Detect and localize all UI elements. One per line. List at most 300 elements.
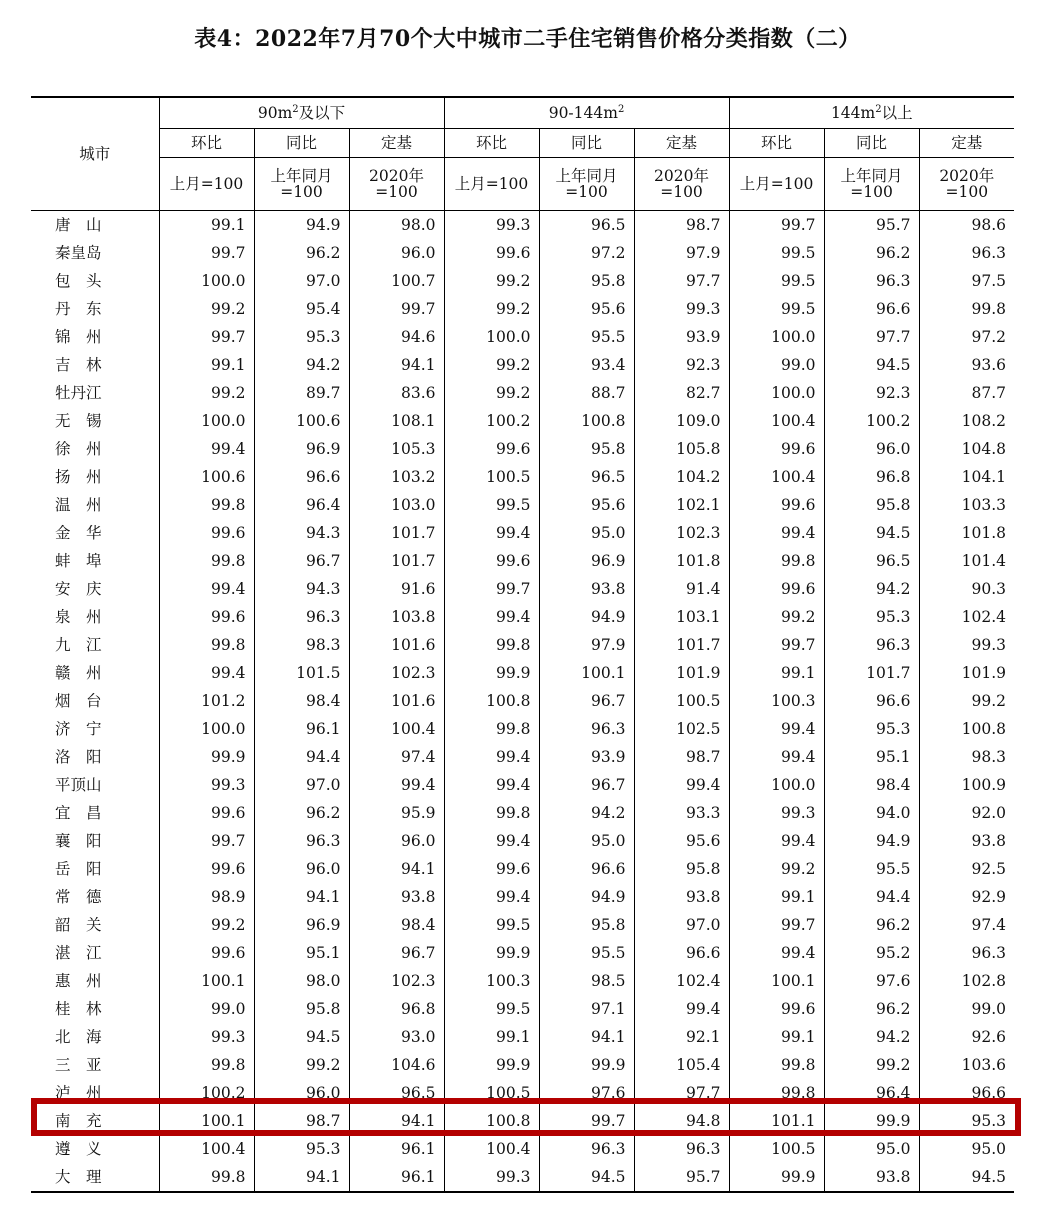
city-name-cell: 泸 州 bbox=[31, 1079, 159, 1107]
sub-header-cell: 定基 bbox=[919, 129, 1014, 158]
index-value-cell: 99.4 bbox=[634, 771, 729, 799]
index-value-cell: 99.9 bbox=[729, 1163, 824, 1192]
index-value-cell: 96.5 bbox=[824, 547, 919, 575]
index-value-cell: 94.9 bbox=[824, 827, 919, 855]
index-value-cell: 99.0 bbox=[159, 995, 254, 1023]
index-value-cell: 102.3 bbox=[634, 519, 729, 547]
index-value-cell: 99.4 bbox=[729, 939, 824, 967]
index-value-cell: 99.2 bbox=[444, 267, 539, 295]
index-value-cell: 95.6 bbox=[539, 295, 634, 323]
index-value-cell: 82.7 bbox=[634, 379, 729, 407]
index-value-cell: 101.9 bbox=[961, 664, 1007, 682]
index-value-cell: 99.3 bbox=[444, 211, 539, 240]
table-row bbox=[31, 911, 1014, 939]
index-value-cell: 100.4 bbox=[729, 407, 824, 435]
index-value-cell: 96.2 bbox=[254, 799, 349, 827]
index-value-cell: 99.9 bbox=[159, 743, 254, 771]
index-value-cell: 100.8 bbox=[961, 720, 1007, 738]
index-value-cell: 96.5 bbox=[539, 463, 634, 491]
index-value-cell: 95.8 bbox=[539, 435, 634, 463]
city-name-cell: 岳 阳 bbox=[31, 855, 159, 883]
group-header-90-and-below: $90m^2$及以下 bbox=[159, 97, 444, 129]
table-row bbox=[31, 1023, 1014, 1051]
table-row bbox=[31, 1051, 1014, 1079]
index-value-cell: 96.1 bbox=[254, 715, 349, 743]
index-value-cell: 97.9 bbox=[539, 631, 634, 659]
index-value-cell: 94.9 bbox=[254, 211, 349, 240]
city-name-cell: 洛 阳 bbox=[31, 743, 159, 771]
table-row bbox=[31, 463, 1014, 491]
city-name-cell: 吉 林 bbox=[31, 351, 159, 379]
table-row bbox=[31, 267, 1014, 295]
index-value-cell: 94.2 bbox=[824, 575, 919, 603]
index-value-cell: 100.4 bbox=[349, 715, 444, 743]
index-value-cell: 95.4 bbox=[254, 295, 349, 323]
index-value-cell: 99.4 bbox=[729, 519, 824, 547]
index-value-cell: 99.5 bbox=[444, 491, 539, 519]
table-row bbox=[31, 939, 1014, 967]
index-value-cell: 99.2 bbox=[254, 1051, 349, 1079]
index-value-cell: 99.4 bbox=[159, 659, 254, 687]
index-value-cell: 99.5 bbox=[444, 995, 539, 1023]
index-value-cell: 95.1 bbox=[254, 939, 349, 967]
table-row bbox=[31, 547, 1014, 575]
index-value-cell: 99.9 bbox=[444, 1051, 539, 1079]
city-name-cell: 南 充 bbox=[31, 1107, 159, 1135]
index-value-cell: 94.4 bbox=[254, 743, 349, 771]
index-value-cell: 96.0 bbox=[824, 435, 919, 463]
index-value-cell: 103.1 bbox=[634, 603, 729, 631]
city-name-cell: 遵 义 bbox=[31, 1135, 159, 1163]
index-value-cell: 94.2 bbox=[254, 351, 349, 379]
index-value-cell: 94.5 bbox=[254, 1023, 349, 1051]
index-value-cell: 95.0 bbox=[971, 1140, 1007, 1158]
index-value-cell: 95.8 bbox=[824, 491, 919, 519]
index-value-cell: 96.3 bbox=[539, 715, 634, 743]
city-name-cell: 韶 关 bbox=[31, 911, 159, 939]
index-value-cell: 99.5 bbox=[444, 911, 539, 939]
city-name-cell: 牡丹江 bbox=[31, 379, 159, 407]
table-row bbox=[31, 827, 1014, 855]
index-value-cell: 100.4 bbox=[159, 1135, 254, 1163]
table-row bbox=[31, 1079, 1014, 1107]
city-name-cell: 赣 州 bbox=[31, 659, 159, 687]
index-value-cell: 96.9 bbox=[254, 435, 349, 463]
index-value-cell: 101.8 bbox=[961, 524, 1007, 542]
index-value-cell: 104.8 bbox=[961, 440, 1007, 458]
index-value-cell: 92.5 bbox=[971, 860, 1007, 878]
index-value-cell: 93.0 bbox=[349, 1023, 444, 1051]
index-value-cell: 99.4 bbox=[634, 995, 729, 1023]
index-value-cell: 96.6 bbox=[634, 939, 729, 967]
index-value-cell: 96.3 bbox=[254, 603, 349, 631]
index-value-cell: 99.8 bbox=[729, 547, 824, 575]
index-value-cell: 99.9 bbox=[824, 1107, 919, 1135]
index-value-cell: 99.3 bbox=[634, 295, 729, 323]
index-value-cell: 100.0 bbox=[444, 323, 539, 351]
index-value-cell: 105.3 bbox=[349, 435, 444, 463]
index-value-cell: 99.6 bbox=[159, 799, 254, 827]
table-row bbox=[31, 211, 1014, 240]
index-value-cell: 99.6 bbox=[444, 547, 539, 575]
index-value-cell: 99.7 bbox=[159, 827, 254, 855]
index-value-cell: 100.6 bbox=[254, 407, 349, 435]
index-value-cell: 96.6 bbox=[824, 687, 919, 715]
base-header-cell: 上年同月=100 bbox=[824, 158, 919, 211]
index-value-cell: 100.1 bbox=[729, 967, 824, 995]
table-row bbox=[31, 379, 1014, 407]
index-value-cell: 99.7 bbox=[729, 211, 824, 240]
index-value-cell: 96.4 bbox=[254, 491, 349, 519]
index-value-cell: 100.8 bbox=[444, 1107, 539, 1135]
index-value-cell: 96.3 bbox=[539, 1135, 634, 1163]
index-value-cell: 103.8 bbox=[349, 603, 444, 631]
index-value-cell: 94.2 bbox=[539, 799, 634, 827]
index-value-cell: 94.1 bbox=[254, 1163, 349, 1192]
index-value-cell: 95.9 bbox=[349, 799, 444, 827]
index-value-cell: 96.3 bbox=[634, 1135, 729, 1163]
index-value-cell: 99.4 bbox=[349, 771, 444, 799]
base-header-cell: 上年同月=100 bbox=[539, 158, 634, 211]
index-value-cell: 103.6 bbox=[961, 1056, 1007, 1074]
index-value-cell: 99.4 bbox=[159, 435, 254, 463]
index-value-cell: 94.4 bbox=[824, 883, 919, 911]
sub-header-cell: 同比 bbox=[254, 129, 349, 158]
city-name-cell: 九 江 bbox=[31, 631, 159, 659]
table-row bbox=[31, 239, 1014, 267]
index-value-cell: 99.0 bbox=[971, 1000, 1007, 1018]
index-value-cell: 97.2 bbox=[971, 328, 1007, 346]
index-value-cell: 87.7 bbox=[971, 384, 1007, 402]
index-value-cell: 101.7 bbox=[349, 547, 444, 575]
index-value-cell: 99.1 bbox=[729, 1023, 824, 1051]
index-value-cell: 83.6 bbox=[349, 379, 444, 407]
table-row bbox=[31, 435, 1014, 463]
city-name-cell: 宜 昌 bbox=[31, 799, 159, 827]
index-value-cell: 99.3 bbox=[159, 771, 254, 799]
index-value-cell: 99.4 bbox=[729, 827, 824, 855]
index-value-cell: 98.6 bbox=[971, 216, 1007, 234]
index-value-cell: 92.3 bbox=[824, 379, 919, 407]
index-value-cell: 99.5 bbox=[729, 295, 824, 323]
index-value-cell: 99.6 bbox=[159, 855, 254, 883]
city-name-cell: 平顶山 bbox=[31, 771, 159, 799]
index-value-cell: 100.2 bbox=[824, 407, 919, 435]
index-value-cell: 101.2 bbox=[159, 687, 254, 715]
index-value-cell: 99.1 bbox=[159, 211, 254, 240]
index-value-cell: 108.1 bbox=[349, 407, 444, 435]
index-value-cell: 96.2 bbox=[824, 239, 919, 267]
index-value-cell: 98.9 bbox=[159, 883, 254, 911]
index-value-cell: 98.7 bbox=[634, 743, 729, 771]
index-value-cell: 105.4 bbox=[634, 1051, 729, 1079]
index-value-cell: 97.0 bbox=[254, 771, 349, 799]
index-value-cell: 102.1 bbox=[634, 491, 729, 519]
index-value-cell: 99.8 bbox=[444, 715, 539, 743]
index-value-cell: 99.6 bbox=[729, 435, 824, 463]
index-value-cell: 103.3 bbox=[961, 496, 1007, 514]
index-value-cell: 95.5 bbox=[824, 855, 919, 883]
index-value-cell: 93.8 bbox=[349, 883, 444, 911]
index-value-cell: 99.4 bbox=[729, 743, 824, 771]
index-value-cell: 99.4 bbox=[159, 575, 254, 603]
index-value-cell: 99.6 bbox=[444, 239, 539, 267]
index-value-cell: 94.8 bbox=[634, 1107, 729, 1135]
index-value-cell: 99.7 bbox=[729, 631, 824, 659]
table-row bbox=[31, 603, 1014, 631]
index-value-cell: 96.3 bbox=[971, 944, 1007, 962]
index-value-cell: 97.7 bbox=[824, 323, 919, 351]
index-value-cell: 94.5 bbox=[824, 351, 919, 379]
index-value-cell: 97.7 bbox=[634, 1079, 729, 1107]
table-row bbox=[31, 715, 1014, 743]
city-column-header: 城市 bbox=[31, 97, 159, 211]
sub-header-cell: 定基 bbox=[349, 129, 444, 158]
index-value-cell: 98.4 bbox=[254, 687, 349, 715]
index-value-cell: 92.6 bbox=[971, 1028, 1007, 1046]
city-name-cell: 常 德 bbox=[31, 883, 159, 911]
index-value-cell: 96.3 bbox=[971, 244, 1007, 262]
index-value-cell: 98.3 bbox=[254, 631, 349, 659]
index-value-cell: 94.1 bbox=[539, 1023, 634, 1051]
index-value-cell: 93.8 bbox=[634, 883, 729, 911]
index-value-cell: 95.0 bbox=[824, 1135, 919, 1163]
index-value-cell: 94.1 bbox=[349, 855, 444, 883]
index-value-cell: 99.2 bbox=[159, 379, 254, 407]
index-value-cell: 99.7 bbox=[159, 239, 254, 267]
index-value-cell: 96.8 bbox=[824, 463, 919, 491]
index-value-cell: 102.3 bbox=[349, 659, 444, 687]
index-value-cell: 99.6 bbox=[444, 855, 539, 883]
sub-header-cell: 环比 bbox=[444, 129, 539, 158]
index-value-cell: 97.6 bbox=[824, 967, 919, 995]
index-value-cell: 100.1 bbox=[159, 967, 254, 995]
index-value-cell: 99.1 bbox=[444, 1023, 539, 1051]
city-name-cell: 泉 州 bbox=[31, 603, 159, 631]
index-value-cell: 96.7 bbox=[349, 939, 444, 967]
index-value-cell: 96.2 bbox=[824, 995, 919, 1023]
index-value-cell: 98.0 bbox=[349, 211, 444, 240]
index-value-cell: 101.6 bbox=[349, 687, 444, 715]
table-row bbox=[31, 687, 1014, 715]
index-value-cell: 100.6 bbox=[159, 463, 254, 491]
index-value-cell: 100.0 bbox=[159, 407, 254, 435]
group-header-90-144: $90-144m^2$ bbox=[444, 97, 729, 129]
index-value-cell: 94.0 bbox=[824, 799, 919, 827]
index-value-cell: 99.4 bbox=[729, 715, 824, 743]
index-value-cell: 99.7 bbox=[539, 1107, 634, 1135]
index-value-cell: 94.2 bbox=[824, 1023, 919, 1051]
city-name-cell: 烟 台 bbox=[31, 687, 159, 715]
index-value-cell: 96.9 bbox=[254, 911, 349, 939]
city-name-cell: 济 宁 bbox=[31, 715, 159, 743]
index-value-cell: 100.4 bbox=[444, 1135, 539, 1163]
index-value-cell: 88.7 bbox=[539, 379, 634, 407]
index-value-cell: 104.2 bbox=[634, 463, 729, 491]
index-value-cell: 99.4 bbox=[444, 827, 539, 855]
index-value-cell: 99.1 bbox=[729, 659, 824, 687]
index-value-cell: 99.6 bbox=[159, 519, 254, 547]
index-value-cell: 99.4 bbox=[444, 883, 539, 911]
index-value-cell: 99.5 bbox=[729, 239, 824, 267]
table-row bbox=[31, 967, 1014, 995]
index-value-cell: 100.8 bbox=[539, 407, 634, 435]
index-value-cell: 97.7 bbox=[634, 267, 729, 295]
table-row bbox=[31, 743, 1014, 771]
index-value-cell: 100.2 bbox=[159, 1079, 254, 1107]
index-value-cell: 100.0 bbox=[729, 771, 824, 799]
index-value-cell: 96.2 bbox=[254, 239, 349, 267]
index-value-cell: 100.1 bbox=[159, 1107, 254, 1135]
index-value-cell: 99.6 bbox=[159, 939, 254, 967]
index-value-cell: 101.7 bbox=[824, 659, 919, 687]
base-header-cell: 2020年=100 bbox=[349, 158, 444, 211]
index-value-cell: 96.3 bbox=[824, 631, 919, 659]
table-row bbox=[31, 659, 1014, 687]
index-value-cell: 100.5 bbox=[444, 1079, 539, 1107]
city-name-cell: 北 海 bbox=[31, 1023, 159, 1051]
index-value-cell: 99.2 bbox=[729, 855, 824, 883]
index-value-cell: 94.3 bbox=[254, 519, 349, 547]
city-name-cell: 湛 江 bbox=[31, 939, 159, 967]
index-value-cell: 104.6 bbox=[349, 1051, 444, 1079]
index-value-cell: 99.3 bbox=[444, 1163, 539, 1192]
table-row bbox=[31, 323, 1014, 351]
index-value-cell: 96.4 bbox=[824, 1079, 919, 1107]
city-name-cell: 蚌 埠 bbox=[31, 547, 159, 575]
base-header-cell: 2020年=100 bbox=[919, 158, 1014, 211]
index-value-cell: 94.3 bbox=[254, 575, 349, 603]
city-name-cell: 锦 州 bbox=[31, 323, 159, 351]
index-value-cell: 96.1 bbox=[349, 1163, 444, 1192]
city-name-cell: 襄 阳 bbox=[31, 827, 159, 855]
index-value-cell: 101.1 bbox=[729, 1107, 824, 1135]
index-value-cell: 99.7 bbox=[349, 295, 444, 323]
index-value-cell: 93.8 bbox=[971, 832, 1007, 850]
index-value-cell: 96.8 bbox=[349, 995, 444, 1023]
index-value-cell: 94.9 bbox=[539, 603, 634, 631]
index-value-cell: 92.0 bbox=[971, 804, 1007, 822]
index-value-cell: 95.0 bbox=[539, 827, 634, 855]
index-value-cell: 95.1 bbox=[824, 743, 919, 771]
city-name-cell: 金 华 bbox=[31, 519, 159, 547]
index-value-cell: 95.3 bbox=[254, 1135, 349, 1163]
index-value-cell: 95.5 bbox=[539, 323, 634, 351]
index-value-cell: 96.0 bbox=[349, 239, 444, 267]
index-value-cell: 99.6 bbox=[729, 491, 824, 519]
index-value-cell: 96.6 bbox=[824, 295, 919, 323]
price-index-table bbox=[31, 96, 1014, 1193]
index-value-cell: 101.8 bbox=[634, 547, 729, 575]
index-value-cell: 100.8 bbox=[444, 687, 539, 715]
index-value-cell: 94.9 bbox=[539, 883, 634, 911]
index-value-cell: 95.8 bbox=[634, 855, 729, 883]
index-value-cell: 99.2 bbox=[444, 295, 539, 323]
index-value-cell: 99.6 bbox=[729, 575, 824, 603]
index-value-cell: 95.8 bbox=[539, 267, 634, 295]
index-value-cell: 94.1 bbox=[349, 1107, 444, 1135]
index-value-cell: 99.4 bbox=[444, 519, 539, 547]
index-value-cell: 99.4 bbox=[444, 771, 539, 799]
index-value-cell: 97.6 bbox=[539, 1079, 634, 1107]
index-value-cell: 97.4 bbox=[349, 743, 444, 771]
index-value-cell: 100.2 bbox=[444, 407, 539, 435]
table-row bbox=[31, 1107, 1014, 1135]
index-value-cell: 99.1 bbox=[159, 351, 254, 379]
index-value-cell: 92.9 bbox=[971, 888, 1007, 906]
index-value-cell: 96.6 bbox=[254, 463, 349, 491]
index-value-cell: 99.2 bbox=[159, 911, 254, 939]
index-value-cell: 99.8 bbox=[444, 799, 539, 827]
index-value-cell: 100.5 bbox=[729, 1135, 824, 1163]
table-row bbox=[31, 1163, 1014, 1192]
index-value-cell: 99.7 bbox=[444, 575, 539, 603]
index-value-cell: 95.6 bbox=[539, 491, 634, 519]
index-value-cell: 94.5 bbox=[824, 519, 919, 547]
index-value-cell: 98.7 bbox=[634, 211, 729, 240]
base-header-cell: 上月=100 bbox=[729, 158, 824, 211]
index-value-cell: 97.2 bbox=[539, 239, 634, 267]
index-value-cell: 93.9 bbox=[634, 323, 729, 351]
city-name-cell: 徐 州 bbox=[31, 435, 159, 463]
city-name-cell: 安 庆 bbox=[31, 575, 159, 603]
index-value-cell: 92.3 bbox=[634, 351, 729, 379]
index-value-cell: 95.0 bbox=[539, 519, 634, 547]
index-value-cell: 108.2 bbox=[961, 412, 1007, 430]
index-value-cell: 100.0 bbox=[159, 267, 254, 295]
index-value-cell: 93.6 bbox=[971, 356, 1007, 374]
index-value-cell: 96.6 bbox=[539, 855, 634, 883]
index-value-cell: 96.9 bbox=[539, 547, 634, 575]
table-row bbox=[31, 995, 1014, 1023]
index-value-cell: 95.3 bbox=[824, 603, 919, 631]
index-value-cell: 99.8 bbox=[159, 491, 254, 519]
index-value-cell: 96.3 bbox=[254, 827, 349, 855]
index-value-cell: 96.3 bbox=[824, 267, 919, 295]
index-value-cell: 99.0 bbox=[729, 351, 824, 379]
table-row bbox=[31, 1135, 1014, 1163]
table-row bbox=[31, 575, 1014, 603]
index-value-cell: 101.5 bbox=[254, 659, 349, 687]
index-value-cell: 96.7 bbox=[539, 687, 634, 715]
group-header-144-above: $144m^2$以上 bbox=[729, 97, 1014, 129]
index-value-cell: 99.2 bbox=[729, 603, 824, 631]
index-value-cell: 95.3 bbox=[824, 715, 919, 743]
table-title: 表4：2022年7月70个大中城市二手住宅销售价格分类指数（二） bbox=[194, 26, 861, 52]
table-row bbox=[31, 799, 1014, 827]
index-value-cell: 100.5 bbox=[444, 463, 539, 491]
index-value-cell: 98.7 bbox=[254, 1107, 349, 1135]
index-value-cell: 100.0 bbox=[729, 379, 824, 407]
index-value-cell: 96.7 bbox=[254, 547, 349, 575]
index-value-cell: 101.9 bbox=[634, 659, 729, 687]
city-name-cell: 包 头 bbox=[31, 267, 159, 295]
index-value-cell: 93.4 bbox=[539, 351, 634, 379]
index-value-cell: 99.9 bbox=[444, 939, 539, 967]
index-value-cell: 97.4 bbox=[971, 916, 1007, 934]
index-value-cell: 100.7 bbox=[349, 267, 444, 295]
index-value-cell: 105.8 bbox=[634, 435, 729, 463]
city-name-cell: 三 亚 bbox=[31, 1051, 159, 1079]
city-name-cell: 大 理 bbox=[31, 1163, 159, 1192]
index-value-cell: 95.7 bbox=[634, 1163, 729, 1192]
index-value-cell: 95.3 bbox=[254, 323, 349, 351]
index-value-cell: 99.6 bbox=[159, 603, 254, 631]
index-value-cell: 98.4 bbox=[824, 771, 919, 799]
index-value-cell: 99.9 bbox=[444, 659, 539, 687]
index-value-cell: 99.8 bbox=[159, 631, 254, 659]
index-value-cell: 99.2 bbox=[444, 379, 539, 407]
